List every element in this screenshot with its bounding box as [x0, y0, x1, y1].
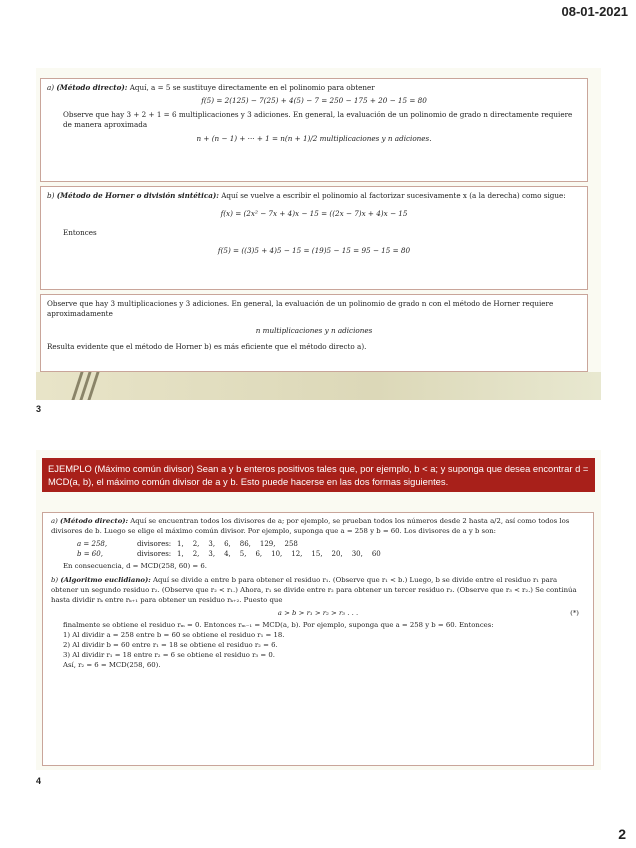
method-title: (Algoritmo euclidiano): — [60, 576, 151, 585]
equation: n multiplicaciones y n adiciones — [255, 325, 373, 335]
divisor-value: 258 — [284, 539, 298, 548]
method-intro: Aquí se divide a entre b para obtener el residuo r₁. (Observe que r₁ < b.) Luego, b se divide entre el residuo r₁ para obtener un segundo residuo r₂. (Observe que r₂ < r₁.) Ahora, r₁ se divide entre r₂ para obtener un tercer residuo r₃. (Observe que r₃ < r₂.) Se continúa hasta dividir rₖ entre rₖ₊₁ para obtener un residuo rₖ₊₂. Puesto que — [51, 576, 577, 604]
divisor-value: 2, — [192, 539, 200, 548]
step-item: 1) Al dividir a = 258 entre b = 60 se obtiene el residuo r₁ = 18. — [63, 631, 285, 640]
divisor-row-key: divisores: — [137, 539, 172, 548]
paragraph: Observe que hay 3 + 2 + 1 = 6 multiplicaciones y 3 adiciones. En general, la evaluación de un polinomio de grado n directamente requiere de manera aproximada — [63, 109, 573, 130]
divisor-value: 20, — [331, 549, 343, 558]
panel-horner-method — [40, 186, 588, 290]
divisor-value: 129, — [259, 539, 276, 548]
paragraph: En consecuencia, d = MCD(258, 60) = 6. — [63, 562, 207, 571]
item-label: b) — [47, 191, 55, 200]
divisor-row-label: a = 258, — [77, 539, 108, 548]
slide-number: 3 — [36, 404, 42, 414]
divisor-value: 30, — [351, 549, 363, 558]
divisor-value: 6, — [224, 539, 231, 548]
equation: a > b > r₁ > r₂ > r₃ . . . — [277, 608, 359, 617]
panel-conclusion — [40, 294, 588, 372]
divisor-values — [177, 540, 298, 550]
method-intro: Aquí se encuentran todos los divisores de a; por ejemplo, se prueban todos los números desde 2 hasta a/2, así como todos los divisores de b. Luego se elige el máximo común divisor. Por ejemplo, suponga que a = 258 y b = 60. Los divisores de a y b son: — [51, 517, 570, 535]
equation: f(5) = ((3)5 + 4)5 − 15 = (19)5 − 15 = 95 − 15 = 80 — [217, 246, 411, 256]
equation-tag: (*) — [570, 608, 579, 617]
divisor-value: 10, — [271, 549, 283, 558]
equation: f(x) = (2x² − 7x + 4)x − 15 = ((2x − 7)x + 4)x − 15 — [220, 209, 408, 219]
divisor-value: 15, — [311, 549, 323, 558]
paragraph: Así, r₂ = 6 = MCD(258, 60). — [63, 660, 161, 669]
paragraph: finalmente se obtiene el residuo rₘ = 0. Entonces rₘ₋₁ = MCD(a, b). Por ejemplo, suponga que a = 258 y b = 60. Entonces: — [63, 621, 494, 630]
document-date: 08-01-2021 — [561, 4, 628, 19]
equation: f(5) = 2(125) − 7(25) + 4(5) − 7 = 250 − 175 + 20 − 15 = 80 — [201, 96, 427, 106]
step-item: 3) Al dividir r₁ = 18 entre r₂ = 6 se obtiene el residuo r₃ = 0. — [63, 650, 275, 659]
divisor-value: 3, — [208, 539, 216, 548]
divisor-value: 1, — [177, 549, 184, 558]
divisor-value: 4, — [224, 549, 231, 558]
paragraph: Observe que hay 3 multiplicaciones y 3 adiciones. En general, la evaluación de un polinomio de grado n con el método de Horner requiere aproximadamente — [47, 299, 554, 319]
example-title: EJEMPLO (Máximo común divisor) Sean a y b enteros positivos tales que, por ejemplo, b < a; y suponga que desea encontrar d = MCD(a, b), el máximo común divisor de a y b. Esto puede hacerse en las dos formas siguientes. — [42, 458, 595, 492]
divisor-row — [77, 550, 585, 560]
divisors-table — [51, 540, 585, 560]
step-item: 2) Al dividir b = 60 entre r₁ = 18 se obtiene el residuo r₂ = 6. — [63, 641, 278, 650]
inequality-row — [51, 609, 585, 619]
divisor-value: 6, — [255, 549, 263, 558]
slide-decoration — [36, 372, 601, 400]
slide-3 — [36, 68, 601, 400]
method-title: (Método directo): — [60, 517, 129, 525]
divisor-row-key: divisores: — [137, 549, 172, 558]
method-intro: Aquí se vuelve a escribir el polinomio al factorizar sucesivamente x (a la derecha) como sigue: — [221, 191, 566, 200]
item-label: a) — [47, 83, 55, 92]
divisor-row-label: b = 60, — [77, 549, 103, 558]
divisor-value: 12, — [291, 549, 303, 558]
method-title: (Método directo): — [56, 83, 128, 92]
divisor-value: 5, — [239, 549, 247, 558]
paragraph: Resulta evidente que el método de Horner b) es más eficiente que el método directo a). — [47, 342, 367, 352]
divisor-value: 3, — [208, 549, 216, 558]
divisor-values — [177, 550, 381, 560]
divisor-value: 1, — [177, 539, 184, 548]
method-title: (Método de Horner o división sintética): — [56, 191, 219, 200]
panel-gcd-methods — [42, 512, 594, 766]
page-number: 2 — [618, 826, 626, 842]
divisor-value: 2, — [192, 549, 200, 558]
paragraph: Entonces — [63, 227, 97, 237]
item-label: a) — [51, 517, 58, 525]
method-intro: Aquí, a = 5 se sustituye directamente en el polinomio para obtener — [129, 83, 375, 92]
divisor-value: 86, — [239, 539, 251, 548]
equation: n + (n − 1) + ··· + 1 = n(n + 1)/2 multiplicaciones y n adiciones. — [196, 133, 432, 143]
slide-4 — [36, 450, 601, 770]
divisor-row — [77, 540, 585, 550]
slide-number: 4 — [36, 776, 42, 786]
panel-direct-method — [40, 78, 588, 182]
item-label: b) — [51, 576, 59, 585]
divisor-value: 60 — [371, 549, 381, 558]
